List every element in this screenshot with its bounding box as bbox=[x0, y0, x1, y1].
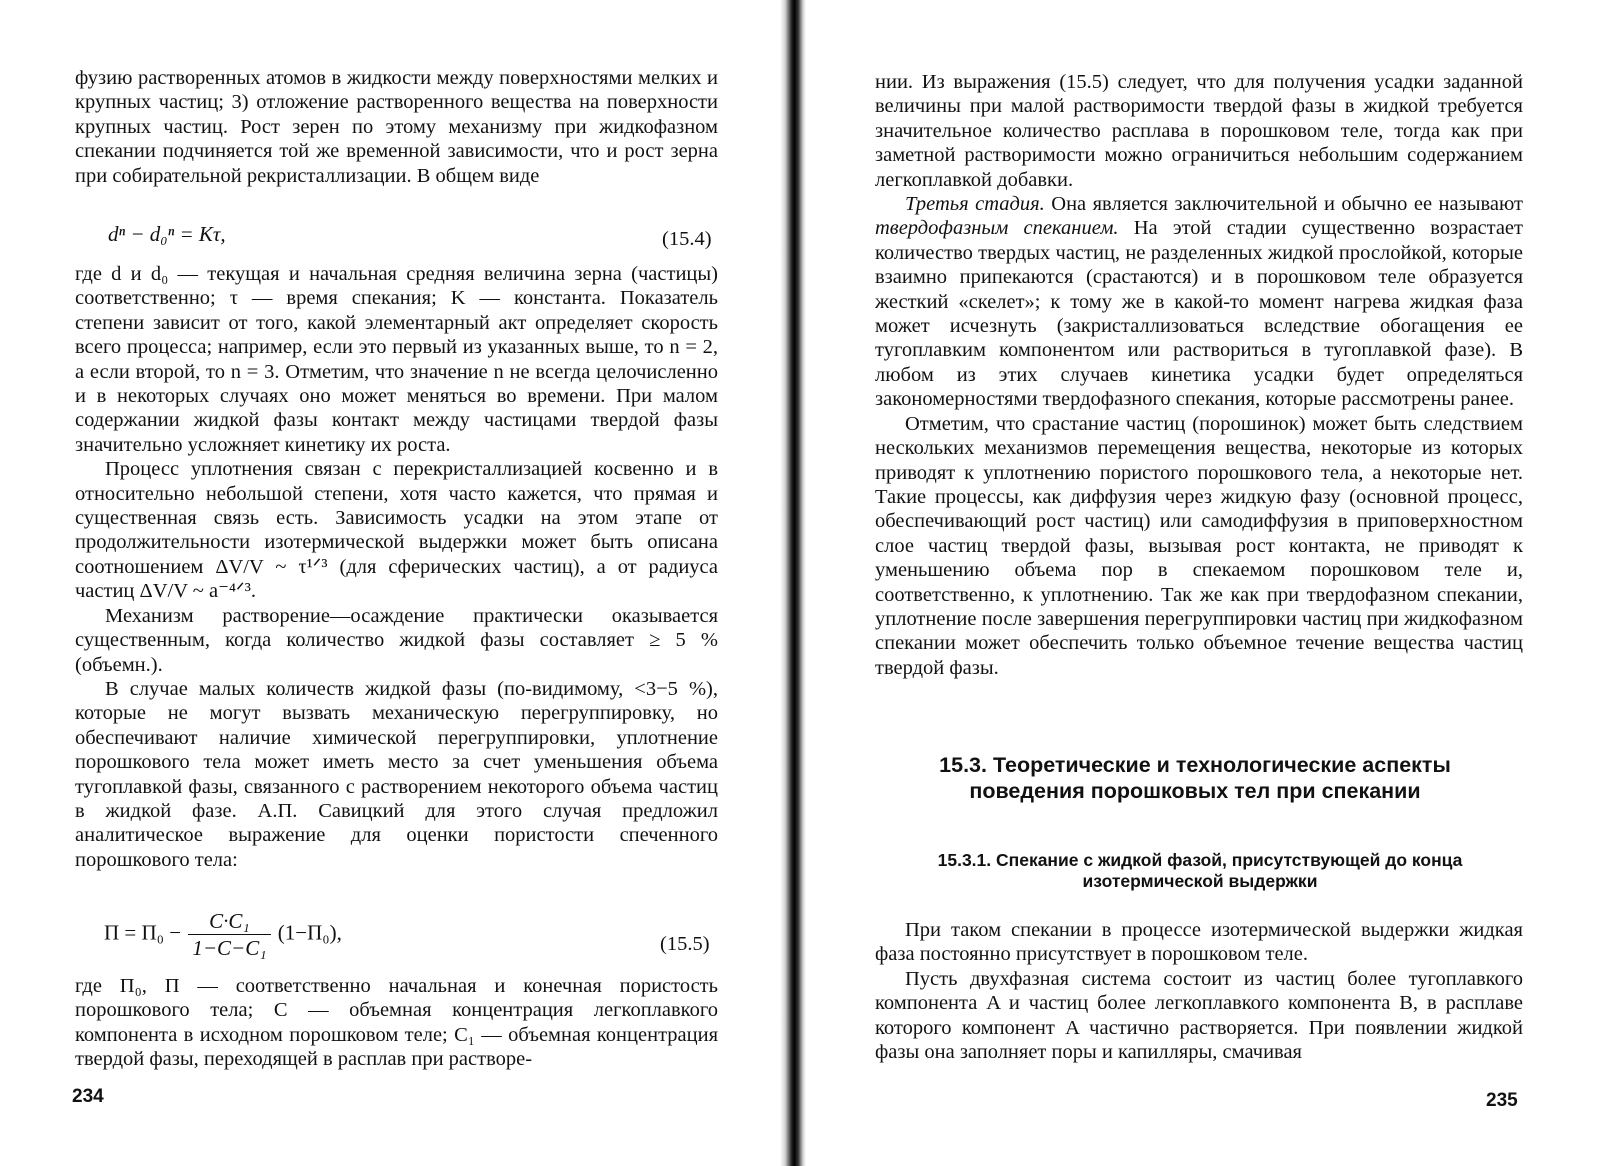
equation-15-5-number: (15.5) bbox=[660, 933, 710, 955]
equation-15-4-number: (15.4) bbox=[662, 228, 712, 250]
right-para-such: При таком спекании в процессе изотермической выдержки жидкая фаза постоянно присутствует в порошковом теле. bbox=[875, 919, 1523, 966]
left-para-continue: фузию растворенных атомов в жидкости между поверхностями мелких и крупных частиц; 3) отложение растворенного вещества на поверхности крупных частиц. Рост зерен по этому механизму при жидкофазном спекании подчиняется той же временной зависимости, что и рост зерна при собирательной рекристаллизации. В общем виде bbox=[75, 67, 718, 187]
left-para-where-1: где d и d₀ — текущая и начальная средняя величина зерна (частицы) соответственно; τ — время спекания; K — константа. Показатель степени зависит от того, какой элементарный акт определяет скорость всего процесса; например, если это первый из указанных выше, то n = 2, а если второй, то n = 3. Отметим, что значение n не всегда целочисленно и в некоторых случаях оно может меняться во времени. При малом содержании жидкой фазы контакт между частицами твердой фазы значительно усложняет кинетику их роста. bbox=[75, 263, 718, 456]
left-para-small: В случае малых количеств жидкой фазы (по-видимому, <3−5 %), которые не могут вызвать механическую перегруппировку, но обеспечивают наличие химической перегруппировки, уплотнение порошкового тела может иметь место за счет уменьшения объема тугоплавкой фазы, связанного с растворением некоторого объема частиц в жидкой фазе. А.П. Савицкий для этого случая предложил аналитическое выражение для оценки пористости спеченного порошкового тела: bbox=[75, 677, 718, 871]
equation-15-5-rhs: (1−П₀), bbox=[277, 920, 342, 945]
right-text-bottom bbox=[875, 918, 1523, 1064]
equation-15-5-lhs: П = П₀ − bbox=[104, 920, 182, 945]
left-para-mechanism: Механизм растворение—осаждение практически оказывается существенным, когда количество жидкой фазы составляет ≥ 5 % (объемн.). bbox=[75, 604, 718, 676]
equation-15-5-denominator: 1−C−C₁ bbox=[192, 936, 267, 960]
equation-15-5-numerator: C·C₁ bbox=[188, 908, 270, 935]
right-para-noted: Отметим, что срастание частиц (порошинок) может быть следствием нескольких механизмов перемещения вещества, некоторые из которых приводят к уплотнению пористого порошкового тела, а некоторые нет. Такие процессы, как диффузия через жидкую фазу (основной процесс, обеспечивающий рост частиц) или самодиффузия в приповерхностном слое частиц твердой фазы, вызывая рост контакта, не приводят к уменьшению объема пор в спекаемом порошковом теле и, соответственно, к уплотнению. Так же как при твердофазном спекании, уплотнение после завершения перегруппировки частиц при жидкофазном спекании может обеспечить только объемное течение вещества частиц твердой фазы. bbox=[875, 412, 1523, 679]
left-para-densification: Процесс уплотнения связан с перекристаллизацией косвенно и в относительно небольшой степени, хотя часто кажется, что прямая и существенная связь есть. Зависимость усадки на этом этапе от продолжительности изотермической выдержки может быть описана соотношением ΔV/V ~ τ¹ᐟ³ (для сферических частиц), а от радиуса частиц ΔV/V ~ a⁻⁴ᐟ³. bbox=[75, 458, 718, 603]
equation-15-4 bbox=[108, 222, 226, 247]
equation-15-5-fraction bbox=[188, 908, 270, 961]
subsection-heading: 15.3.1. Спекание с жидкой фазой, присутствующей до конца изотермической выдержки bbox=[937, 850, 1463, 891]
right-page-number: 235 bbox=[1486, 1090, 1518, 1111]
left-page bbox=[0, 0, 790, 1166]
equation-15-4-body: dⁿ − d₀ⁿ = Kτ, bbox=[108, 222, 226, 246]
third-stage-text-1: Она является заключительной и обычно ее называют bbox=[1044, 193, 1524, 216]
left-page-number: 234 bbox=[72, 1086, 104, 1107]
right-para-suppose: Пусть двухфазная система состоит из частиц более тугоплавкого компонента A и частиц более легкоплавкого компонента B, в расплаве которого компонент A частично растворяется. При появлении жидкой фазы она заполняет поры и капилляры, смачивая bbox=[875, 967, 1523, 1064]
third-stage-text-2: На этой стадии существенно возрастает количество твердых частиц, не разделенных жидкой прослойкой, которые взаимно припекаются (срастаются) и в порошковом теле образуется жесткий «скелет»; к тому же в какой-то момент нагрева жидкая фаза может исчезнуть (закристаллизоваться вследствие обогащения ее тугоплавким компонентом или раствориться в тугоплавкой фазе). В любом из этих случаев кинетика усадки будет определяться закономерностями твердофазного спекания, которые рассмотрены ранее. bbox=[875, 217, 1523, 411]
third-stage-label: Третья стадия. bbox=[905, 193, 1045, 216]
right-para-continue: нии. Из выражения (15.5) следует, что для получения усадки заданной величины при малой растворимости твердой фазы в жидкой требуется значительное количество расплава в порошковом теле, тогда как при заметной растворимости можно ограничиться небольшим содержанием легкоплавкой добавки. bbox=[875, 71, 1523, 191]
third-stage-term: твердофазным спеканием. bbox=[875, 217, 1119, 240]
equation-15-5 bbox=[104, 908, 342, 961]
left-text-middle bbox=[75, 262, 718, 872]
left-text-bottom bbox=[75, 974, 718, 1072]
right-para-third-stage bbox=[875, 192, 1523, 412]
section-heading: 15.3. Теоретические и технологические аспекты поведения порошковых тел при спекании bbox=[939, 753, 1451, 803]
left-para-where-2: где П₀, П — соответственно начальная и конечная пористость порошкового тела; C — объемная концентрация легкоплавкого компонента в исходном порошковом теле; C₁ — объемная концентрация твердой фазы, переходящей в расплав при растворе- bbox=[75, 975, 718, 1071]
right-page bbox=[800, 0, 1601, 1166]
left-text-top bbox=[75, 66, 718, 188]
right-text-top bbox=[875, 70, 1523, 680]
